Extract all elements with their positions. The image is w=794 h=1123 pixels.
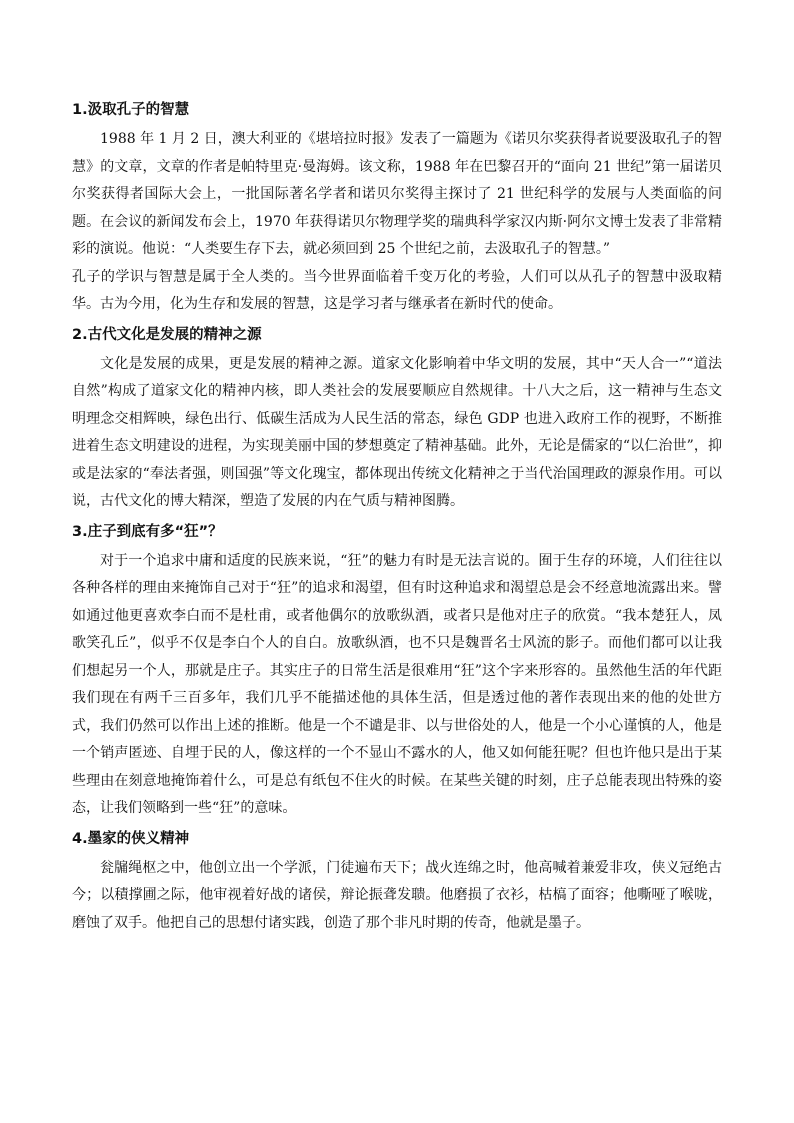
paragraph: 瓮牖绳枢之中，他创立出一个学派，门徒遍布天下；战火连绵之时，他高喊着兼爱非攻，侠义冠绝古今；以積撑圃之际，他审视着好战的诸侯，辩论振聋发聩。他磨损了衣衫，枯槁了面容；他嘶哑了喉咙，磨蚀了双手。他把自己的思想付诸实践，创造了那个非凡时期的传奇，他就是墨子。	[72, 859, 722, 931]
section-heading: 3.庄子到底有多“狂”？	[72, 523, 223, 540]
section-heading: 1.汲取孔子的智慧	[72, 102, 190, 118]
paragraph: 对于一个追求中庸和适度的民族来说，“狂”的魅力有时是无法言说的。囿于生存的环境，人们往往以各种各样的理由来掩饰自己对于“狂”的追求和渴望，但有时这种追求和渴望总是会不经意地流露出来。譬如通过他更喜欢李白而不是杜甫，或者他偶尔的放歌纵酒，或者只是他对庄子的欣赏。“我本楚狂人，凤歌笑孔丘”，似乎不仅是李白个人的自白。放歌纵酒，也不只是魏晋名士风流的影子。而他们都可以让我们想起另一个人，那就是庄子。其实庄子的日常生活是很难用“狂”这个字来形容的。虽然他生活的年代距我们现在有两千三百多年，我们几乎不能描述他的具体生活，但是透过他的著作表现出来的他的处世方式，我们仍然可以作出上述的推断。他是一个不谴是非、以与世俗处的人，他是一个小心谨慎的人，他是一个销声匿迹、自埋于民的人，像这样的一个不显山不露水的人，他又如何能狂呢？但也许他只是出于某些理由在刻意地掩饰着什么，可是总有纸包不住火的时候。在某些关键的时刻，庄子总能表现出特殊的姿态，让我们领略到一些“狂”的意味。	[72, 552, 722, 816]
section-2	[72, 322, 722, 516]
paragraph: 1988 年 1 月 2 日，澳大利亚的《堪培拉时报》发表了一篇题为《诺贝尔奖获得者说要汲取孔子的智慧》的文章，文章的作者是帕特里克·曼海姆。该文称，1988 年在巴黎召开的“面向 21 世纪”第一届诺贝尔奖获得者国际大会上，一批国际著名学者和诺贝尔奖得主探讨了 21 世纪科学的发展与人类面临的问题。在会议的新闻发布会上，1970 年获得诺贝尔物理学奖的瑞典科学家汉内斯·阿尔文博士发表了非常精彩的演说。他说：“人类要生存下去，就必须回到 25 个世纪之前，去汲取孔子的智慧。”	[72, 131, 722, 257]
paragraph: 文化是发展的成果，更是发展的精神之源。道家文化影响着中华文明的发展，其中“天人合一”“道法自然”构成了道家文化的精神内核，即人类社会的发展要顺应自然规律。十八大之后，这一精神与生态文明理念交相辉映，绿色出行、低碳生活成为人民生活的常态，绿色 GDP 也进入政府工作的视野，不断推进着生态文明建设的进程，为实现美丽中国的梦想奠定了精神基础。此外，无论是儒家的“以仁治世”，抑或是法家的“奉法者强，则国强”等文化瑰宝，都体现出传统文化精神之于当代治国理政的源泉作用。可以说，古代文化的博大精深，塑造了发展的内在气质与精神图腾。	[72, 355, 722, 509]
section-4	[72, 826, 722, 938]
paragraph: 孔子的学识与智慧是属于全人类的。当今世界面临着千变万化的考验，人们可以从孔子的智慧中汲取精华。古为今用，化为生存和发展的智慧，这是学习者与继承者在新时代的使命。	[72, 268, 722, 312]
section-heading: 2.古代文化是发展的精神之源	[72, 326, 262, 343]
section-3	[72, 519, 722, 823]
section-1	[72, 97, 722, 319]
section-heading: 4.墨家的侠义精神	[72, 830, 190, 847]
